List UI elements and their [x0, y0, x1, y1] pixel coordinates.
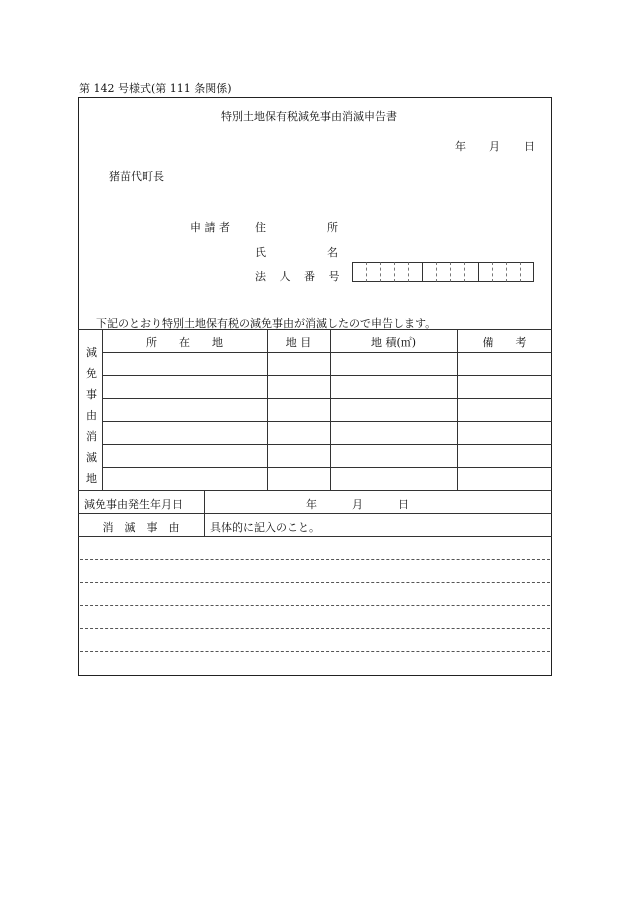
side-label-char: 事	[86, 388, 97, 401]
occurrence-day-label: 日	[398, 498, 409, 511]
corp-digit-box[interactable]	[394, 262, 408, 282]
addressee: 猪苗代町長	[109, 170, 164, 183]
address-label-end: 所	[327, 221, 338, 234]
corp-digit-box[interactable]	[450, 262, 464, 282]
writing-line[interactable]	[80, 559, 550, 560]
header-land-category: 地 目	[285, 336, 312, 349]
writing-line[interactable]	[80, 628, 550, 629]
corp-digit-box[interactable]	[520, 262, 534, 282]
writing-line[interactable]	[80, 582, 550, 583]
corp-digit-box[interactable]	[464, 262, 478, 282]
writing-line[interactable]	[80, 605, 550, 606]
header-remarks: 備 考	[482, 336, 527, 349]
form-number: 第 142 号様式(第 111 条関係)	[79, 82, 232, 95]
side-label-char: 由	[86, 409, 97, 422]
writing-line[interactable]	[80, 651, 550, 652]
corp-digit-box[interactable]	[492, 262, 506, 282]
corp-number-label: 法 人 番 号	[255, 270, 345, 283]
statement: 下記のとおり特別土地保有税の減免事由が消滅したので申告します。	[96, 317, 437, 330]
area-input-area[interactable]	[331, 353, 457, 489]
applicant-label: 申 請 者	[190, 221, 230, 234]
header-area: 地 積(㎡)	[370, 336, 417, 349]
row-line	[78, 490, 552, 491]
corp-digit-box[interactable]	[478, 262, 492, 282]
col-line	[204, 490, 205, 536]
occurrence-year-label: 年	[306, 498, 317, 511]
corp-digit-box[interactable]	[366, 262, 380, 282]
name-label: 氏	[255, 246, 266, 259]
row-line	[78, 536, 552, 537]
corp-digit-box[interactable]	[436, 262, 450, 282]
corp-digit-box[interactable]	[422, 262, 436, 282]
side-label-char: 減	[86, 346, 97, 359]
row-line	[78, 513, 552, 514]
location-input-area[interactable]	[103, 353, 267, 489]
corp-number-boxes[interactable]	[352, 262, 534, 284]
reason-note: 具体的に記入のこと。	[210, 521, 320, 534]
remarks-input-area[interactable]	[458, 353, 552, 489]
corp-digit-box[interactable]	[506, 262, 520, 282]
side-label-char: 地	[86, 472, 97, 485]
side-label-char: 滅	[86, 451, 97, 464]
address-label: 住	[255, 221, 266, 234]
side-label-char: 消	[86, 430, 97, 443]
land-category-input-area[interactable]	[268, 353, 330, 489]
form-title: 特別土地保有税減免事由消滅申告書	[221, 110, 397, 123]
occurrence-label: 減免事由発生年月日	[84, 498, 183, 511]
date-month-label: 月	[489, 140, 500, 153]
occurrence-month-label: 月	[352, 498, 363, 511]
side-label-char: 免	[86, 367, 97, 380]
corp-digit-box[interactable]	[352, 262, 366, 282]
date-day-label: 日	[524, 140, 535, 153]
corp-digit-box[interactable]	[380, 262, 394, 282]
reason-label: 消 滅 事 由	[102, 521, 180, 534]
table-top-border	[78, 329, 552, 330]
header-location: 所 在 地	[146, 336, 223, 349]
corp-digit-box[interactable]	[408, 262, 422, 282]
date-year-label: 年	[455, 140, 466, 153]
name-label-end: 名	[327, 246, 338, 259]
